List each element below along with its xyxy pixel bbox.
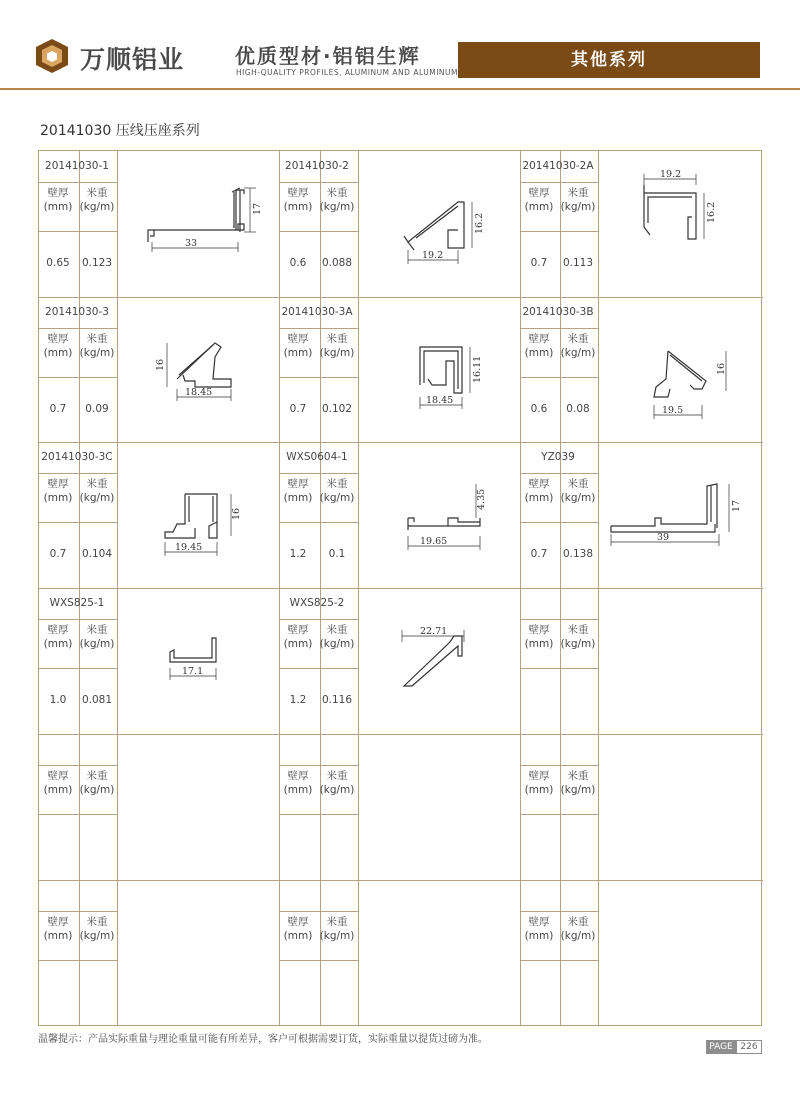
weight-unit: (kg/m) bbox=[79, 201, 115, 213]
slogan: 优质型材·铝铝生辉 bbox=[235, 44, 421, 68]
thickness-unit: (mm) bbox=[283, 492, 313, 504]
thickness-unit: (mm) bbox=[43, 347, 73, 359]
dimension-width: 19.65 bbox=[420, 536, 448, 547]
thickness-unit: (mm) bbox=[283, 201, 313, 213]
thickness-label: 壁厚 bbox=[528, 770, 550, 782]
thickness-value: 0.7 bbox=[530, 257, 548, 269]
section-title: 20141030 压线压座系列 bbox=[40, 123, 200, 139]
profile-drawing bbox=[392, 616, 492, 696]
weight-unit: (kg/m) bbox=[79, 930, 115, 942]
weight-label: 米重 bbox=[567, 624, 589, 636]
company-logo-icon bbox=[34, 38, 70, 74]
weight-label: 米重 bbox=[567, 770, 589, 782]
profile-drawing bbox=[140, 180, 270, 270]
thickness-value: 1.2 bbox=[289, 694, 307, 706]
profile-drawing bbox=[160, 630, 240, 690]
thickness-unit: (mm) bbox=[283, 784, 313, 796]
thickness-unit: (mm) bbox=[283, 347, 313, 359]
thickness-label: 壁厚 bbox=[47, 624, 69, 636]
thickness-unit: (mm) bbox=[43, 784, 73, 796]
weight-unit: (kg/m) bbox=[560, 201, 596, 213]
weight-unit: (kg/m) bbox=[79, 638, 115, 650]
dimension-height: 17 bbox=[252, 202, 263, 215]
weight-label: 米重 bbox=[86, 770, 108, 782]
footer-note: 温馨提示：产品实际重量与理论重量可能有所差异，客户可根据需要订货，实际重量以提货过磅为准。 bbox=[38, 1034, 488, 1045]
weight-label: 米重 bbox=[86, 187, 108, 199]
thickness-unit: (mm) bbox=[524, 492, 554, 504]
product-code: 20141030-2A bbox=[522, 160, 594, 172]
product-code: 20141030-3 bbox=[45, 306, 109, 318]
thickness-unit: (mm) bbox=[43, 930, 73, 942]
weight-label: 米重 bbox=[567, 187, 589, 199]
weight-unit: (kg/m) bbox=[319, 638, 355, 650]
thickness-value: 0.6 bbox=[289, 257, 307, 269]
product-code: 20141030-3C bbox=[41, 451, 113, 463]
thickness-label: 壁厚 bbox=[287, 187, 309, 199]
dimension-height: 16 bbox=[231, 507, 242, 520]
page-number: 226 bbox=[736, 1040, 762, 1054]
dimension-width: 17.1 bbox=[182, 666, 204, 677]
thickness-unit: (mm) bbox=[43, 201, 73, 213]
product-code: WXS0604-1 bbox=[286, 451, 348, 463]
profile-drawing bbox=[396, 190, 496, 275]
thickness-unit: (mm) bbox=[524, 201, 554, 213]
weight-unit: (kg/m) bbox=[79, 492, 115, 504]
weight-unit: (kg/m) bbox=[560, 784, 596, 796]
thickness-value: 0.7 bbox=[289, 403, 307, 415]
thickness-value: 0.65 bbox=[46, 257, 70, 269]
thickness-label: 壁厚 bbox=[47, 770, 69, 782]
product-table bbox=[38, 150, 762, 1026]
thickness-unit: (mm) bbox=[524, 784, 554, 796]
thickness-label: 壁厚 bbox=[287, 916, 309, 928]
weight-unit: (kg/m) bbox=[319, 784, 355, 796]
dimension-width: 19.5 bbox=[662, 405, 684, 416]
dimension-width: 22.71 bbox=[420, 626, 448, 637]
weight-unit: (kg/m) bbox=[319, 930, 355, 942]
profile-drawing bbox=[155, 482, 255, 562]
weight-value: 0.104 bbox=[81, 548, 113, 560]
weight-value: 0.088 bbox=[321, 257, 353, 269]
thickness-value: 0.7 bbox=[49, 548, 67, 560]
weight-unit: (kg/m) bbox=[560, 930, 596, 942]
weight-unit: (kg/m) bbox=[79, 784, 115, 796]
thickness-label: 壁厚 bbox=[47, 478, 69, 490]
thickness-label: 壁厚 bbox=[528, 187, 550, 199]
product-code: WXS825-1 bbox=[49, 597, 105, 609]
thickness-value: 1.0 bbox=[49, 694, 67, 706]
product-code: 20141030-2 bbox=[285, 160, 349, 172]
profile-drawing bbox=[630, 165, 730, 245]
weight-value: 0.138 bbox=[562, 548, 594, 560]
thickness-unit: (mm) bbox=[524, 638, 554, 650]
thickness-label: 壁厚 bbox=[287, 478, 309, 490]
dimension-height: 4.35 bbox=[476, 488, 487, 510]
thickness-unit: (mm) bbox=[43, 638, 73, 650]
thickness-label: 壁厚 bbox=[47, 187, 69, 199]
profile-drawing bbox=[607, 478, 747, 558]
product-code: 20141030-3A bbox=[281, 306, 353, 318]
dimension-height: 16 bbox=[716, 362, 727, 375]
thickness-label: 壁厚 bbox=[528, 624, 550, 636]
weight-unit: (kg/m) bbox=[560, 492, 596, 504]
dimension-width: 19.2 bbox=[422, 250, 444, 261]
dimension-width: 18.45 bbox=[185, 387, 213, 398]
thickness-unit: (mm) bbox=[283, 638, 313, 650]
dimension-height: 16.2 bbox=[706, 201, 717, 223]
weight-value: 0.1 bbox=[328, 548, 346, 560]
thickness-label: 壁厚 bbox=[287, 333, 309, 345]
profile-drawing bbox=[640, 345, 740, 425]
thickness-label: 壁厚 bbox=[287, 624, 309, 636]
weight-value: 0.123 bbox=[81, 257, 113, 269]
thickness-label: 壁厚 bbox=[528, 478, 550, 490]
weight-unit: (kg/m) bbox=[560, 347, 596, 359]
thickness-label: 壁厚 bbox=[528, 333, 550, 345]
weight-unit: (kg/m) bbox=[560, 638, 596, 650]
dimension-width: 33 bbox=[185, 238, 198, 249]
weight-label: 米重 bbox=[86, 478, 108, 490]
weight-label: 米重 bbox=[86, 624, 108, 636]
dimension-width: 19.2 bbox=[660, 169, 682, 180]
thickness-label: 壁厚 bbox=[47, 333, 69, 345]
weight-unit: (kg/m) bbox=[319, 347, 355, 359]
thickness-label: 壁厚 bbox=[47, 916, 69, 928]
thickness-unit: (mm) bbox=[43, 492, 73, 504]
weight-label: 米重 bbox=[326, 333, 348, 345]
profile-drawing bbox=[410, 335, 500, 420]
thickness-unit: (mm) bbox=[524, 347, 554, 359]
weight-label: 米重 bbox=[567, 916, 589, 928]
weight-label: 米重 bbox=[567, 478, 589, 490]
weight-label: 米重 bbox=[326, 916, 348, 928]
dimension-width: 19.45 bbox=[175, 542, 203, 553]
weight-value: 0.09 bbox=[85, 403, 109, 415]
weight-label: 米重 bbox=[326, 187, 348, 199]
weight-label: 米重 bbox=[86, 333, 108, 345]
weight-unit: (kg/m) bbox=[79, 347, 115, 359]
thickness-value: 0.6 bbox=[530, 403, 548, 415]
weight-label: 米重 bbox=[567, 333, 589, 345]
thickness-unit: (mm) bbox=[283, 930, 313, 942]
weight-value: 0.116 bbox=[321, 694, 353, 706]
weight-value: 0.102 bbox=[321, 403, 353, 415]
weight-label: 米重 bbox=[326, 770, 348, 782]
dimension-width: 18.45 bbox=[426, 395, 454, 406]
page-header bbox=[0, 0, 800, 96]
thickness-value: 0.7 bbox=[49, 403, 67, 415]
thickness-value: 1.2 bbox=[289, 548, 307, 560]
thickness-label: 壁厚 bbox=[528, 916, 550, 928]
weight-label: 米重 bbox=[326, 624, 348, 636]
product-code: WXS825-2 bbox=[289, 597, 345, 609]
profile-drawing bbox=[400, 478, 500, 568]
product-code: 20141030-3B bbox=[522, 306, 594, 318]
weight-label: 米重 bbox=[326, 478, 348, 490]
dimension-height: 16.11 bbox=[472, 355, 483, 383]
dimension-width: 39 bbox=[657, 532, 670, 543]
dimension-height: 16.2 bbox=[474, 212, 485, 234]
weight-value: 0.113 bbox=[562, 257, 594, 269]
brand-name: 万顺铝业 bbox=[80, 45, 185, 74]
thickness-label: 壁厚 bbox=[287, 770, 309, 782]
dimension-height: 16 bbox=[155, 358, 166, 371]
product-code: YZ039 bbox=[541, 451, 575, 463]
thickness-value: 0.7 bbox=[530, 548, 548, 560]
product-code: 20141030-1 bbox=[45, 160, 109, 172]
thickness-unit: (mm) bbox=[524, 930, 554, 942]
weight-unit: (kg/m) bbox=[319, 201, 355, 213]
weight-value: 0.081 bbox=[81, 694, 113, 706]
weight-label: 米重 bbox=[86, 916, 108, 928]
profile-drawing bbox=[155, 335, 245, 415]
weight-unit: (kg/m) bbox=[319, 492, 355, 504]
dimension-height: 17 bbox=[731, 499, 742, 512]
weight-value: 0.08 bbox=[566, 403, 590, 415]
header-divider bbox=[0, 88, 800, 90]
category-title: 其他系列 bbox=[458, 42, 760, 78]
slogan-english: HIGH-QUALITY PROFILES, ALUMINUM AND ALUMINUM bbox=[236, 68, 458, 77]
page-label: PAGE bbox=[706, 1040, 736, 1054]
